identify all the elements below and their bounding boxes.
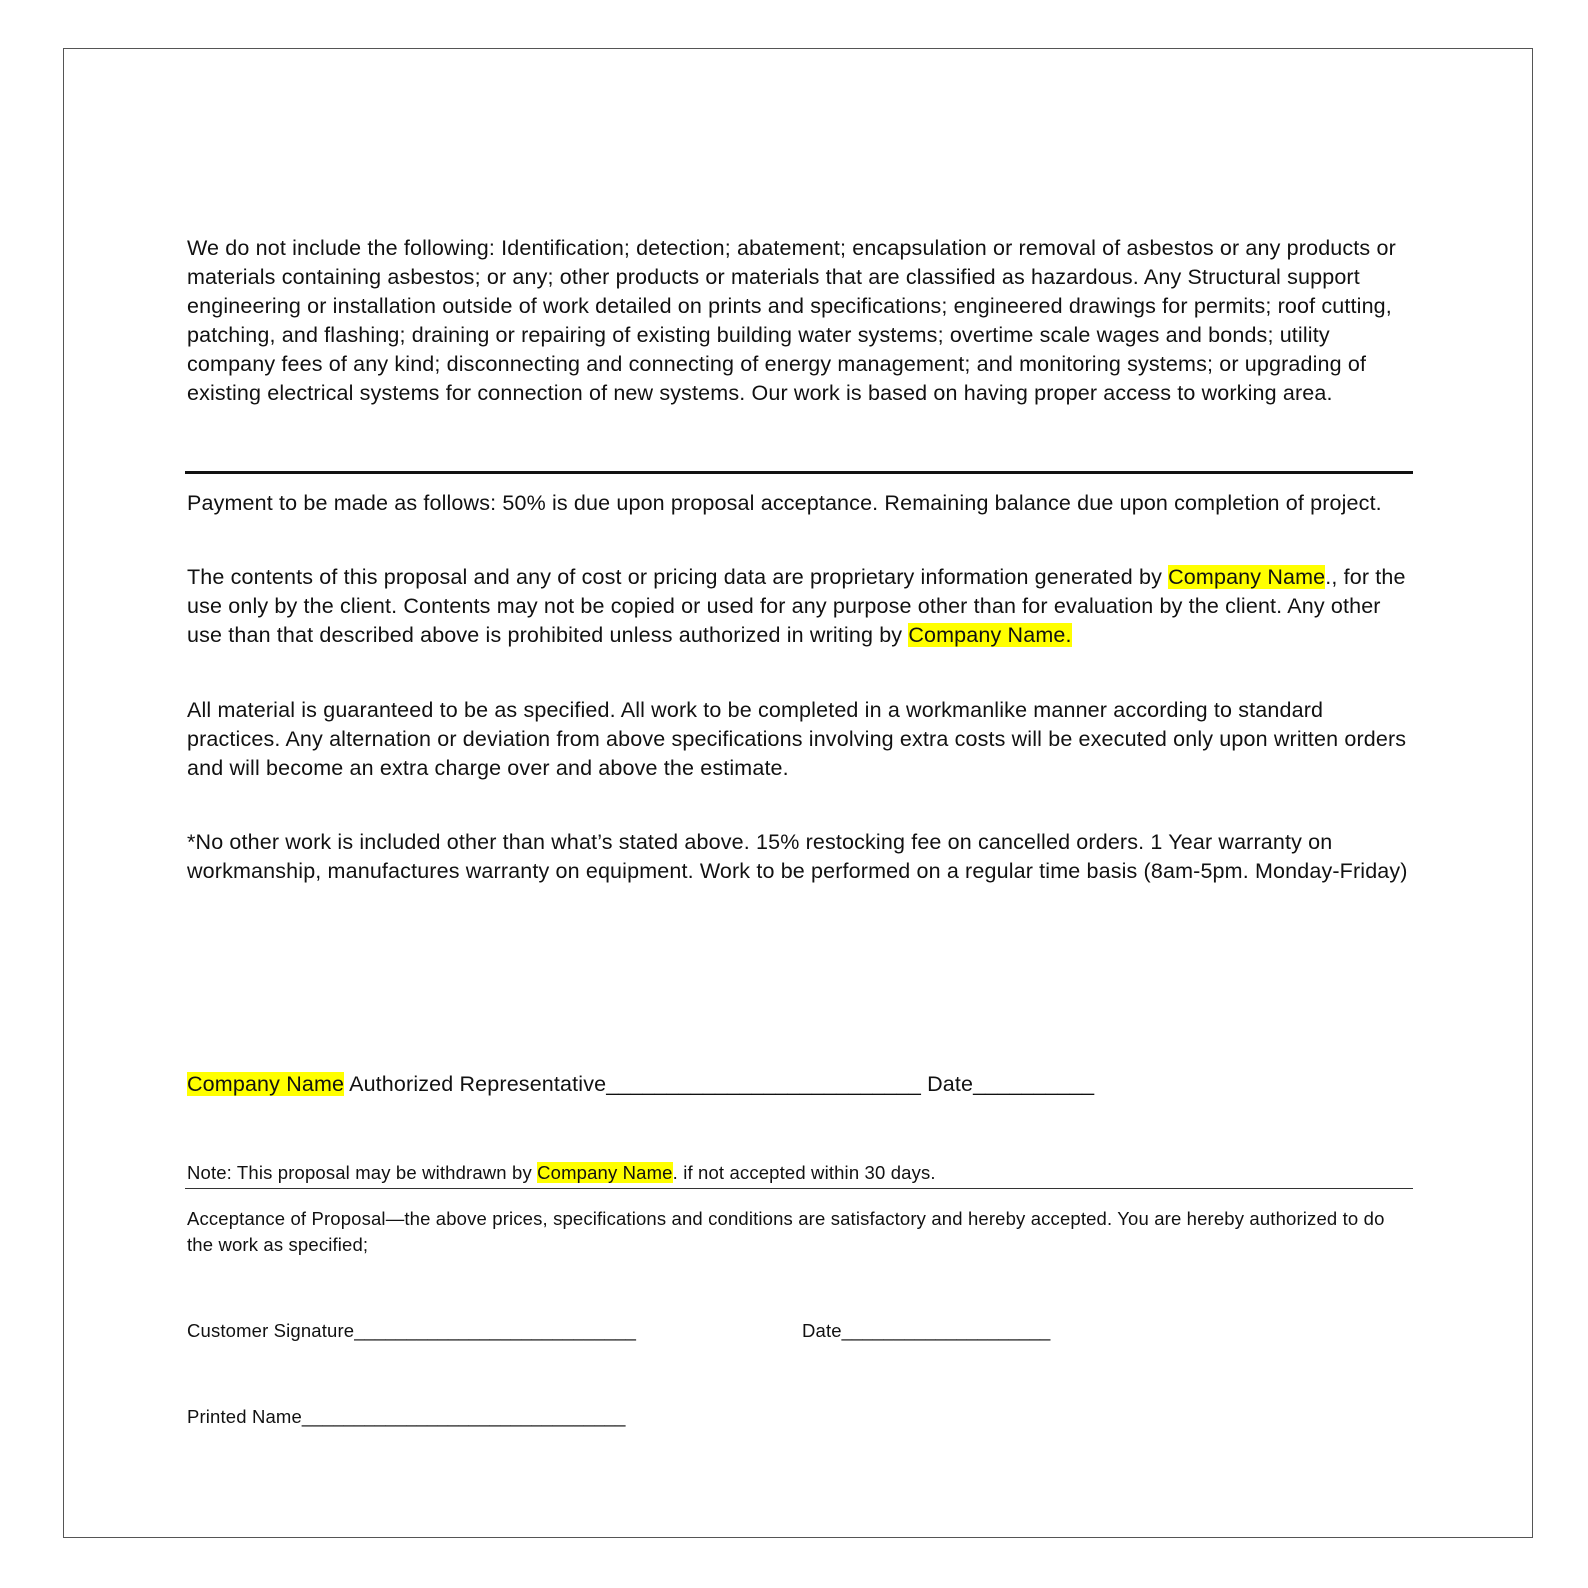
company-name-highlight: Company Name	[537, 1162, 673, 1183]
section-divider	[185, 471, 1413, 474]
authorized-representative-line[interactable]	[187, 1070, 1412, 1099]
company-name-highlight: Company Name	[1168, 565, 1326, 589]
printed-name-field[interactable]: Printed Name_______________________________	[187, 1406, 626, 1427]
withdrawal-note	[187, 1160, 1412, 1186]
note-text-2: . if not accepted within 30 days.	[672, 1162, 936, 1183]
exclusions-paragraph: We do not include the following: Identification; detection; abatement; encapsulation or removal of asbestos or any products or materials containing asbestos; or any; other products or materials that are classified as hazardous. Any Structural support engineering or installation outside of work detailed on prints and specifications; engineered drawings for permits; roof cutting, patching, and flashing; draining or repairing of existing building water systems; overtime scale wages and bonds; utility company fees of any kind; disconnecting and connecting of energy management; and monitoring systems; or upgrading of existing electrical systems for connection of new systems. Our work is based on having proper access to working area.	[187, 236, 1396, 405]
note-divider	[185, 1188, 1413, 1189]
note-text-1: Note: This proposal may be withdrawn by	[187, 1162, 538, 1183]
proprietary-text-1: The contents of this proposal and any of cost or pricing data are proprietary information generated by	[187, 565, 1169, 589]
company-name-highlight: Company Name.	[908, 623, 1072, 647]
representative-label: Authorized Representative__________________________ Date__________	[344, 1072, 1095, 1096]
proprietary-notice	[187, 563, 1412, 650]
acceptance-statement: Acceptance of Proposal—the above prices, specifications and conditions are satisfactory and hereby accepted. You are hereby authorized to do the work as specified;	[187, 1208, 1385, 1255]
customer-signature-field[interactable]: Customer Signature___________________________	[187, 1320, 637, 1341]
signature-date-field[interactable]: Date____________________	[802, 1320, 1051, 1341]
proprietary-text-2: ., for the use only by the client. Contents may not be copied or used for any purpose other than for evaluation by the client. Any other use than that described above is prohibited unless authorized in writing by	[187, 565, 1406, 647]
other-work-paragraph: *No other work is included other than what’s stated above. 15% restocking fee on cancelled orders. 1 Year warranty on workmanship, manufactures warranty on equipment. Work to be performed on a regular time basis (8am-5pm. Monday-Friday)	[187, 830, 1408, 883]
guarantee-paragraph: All material is guaranteed to be as specified. All work to be completed in a workmanlike manner according to standard practices. Any alternation or deviation from above specifications involving extra costs will be executed only upon written orders and will become an extra charge over and above the estimate.	[187, 698, 1407, 780]
company-name-highlight: Company Name	[187, 1072, 345, 1096]
payment-terms: Payment to be made as follows: 50% is due upon proposal acceptance. Remaining balance due upon completion of project.	[187, 491, 1382, 515]
